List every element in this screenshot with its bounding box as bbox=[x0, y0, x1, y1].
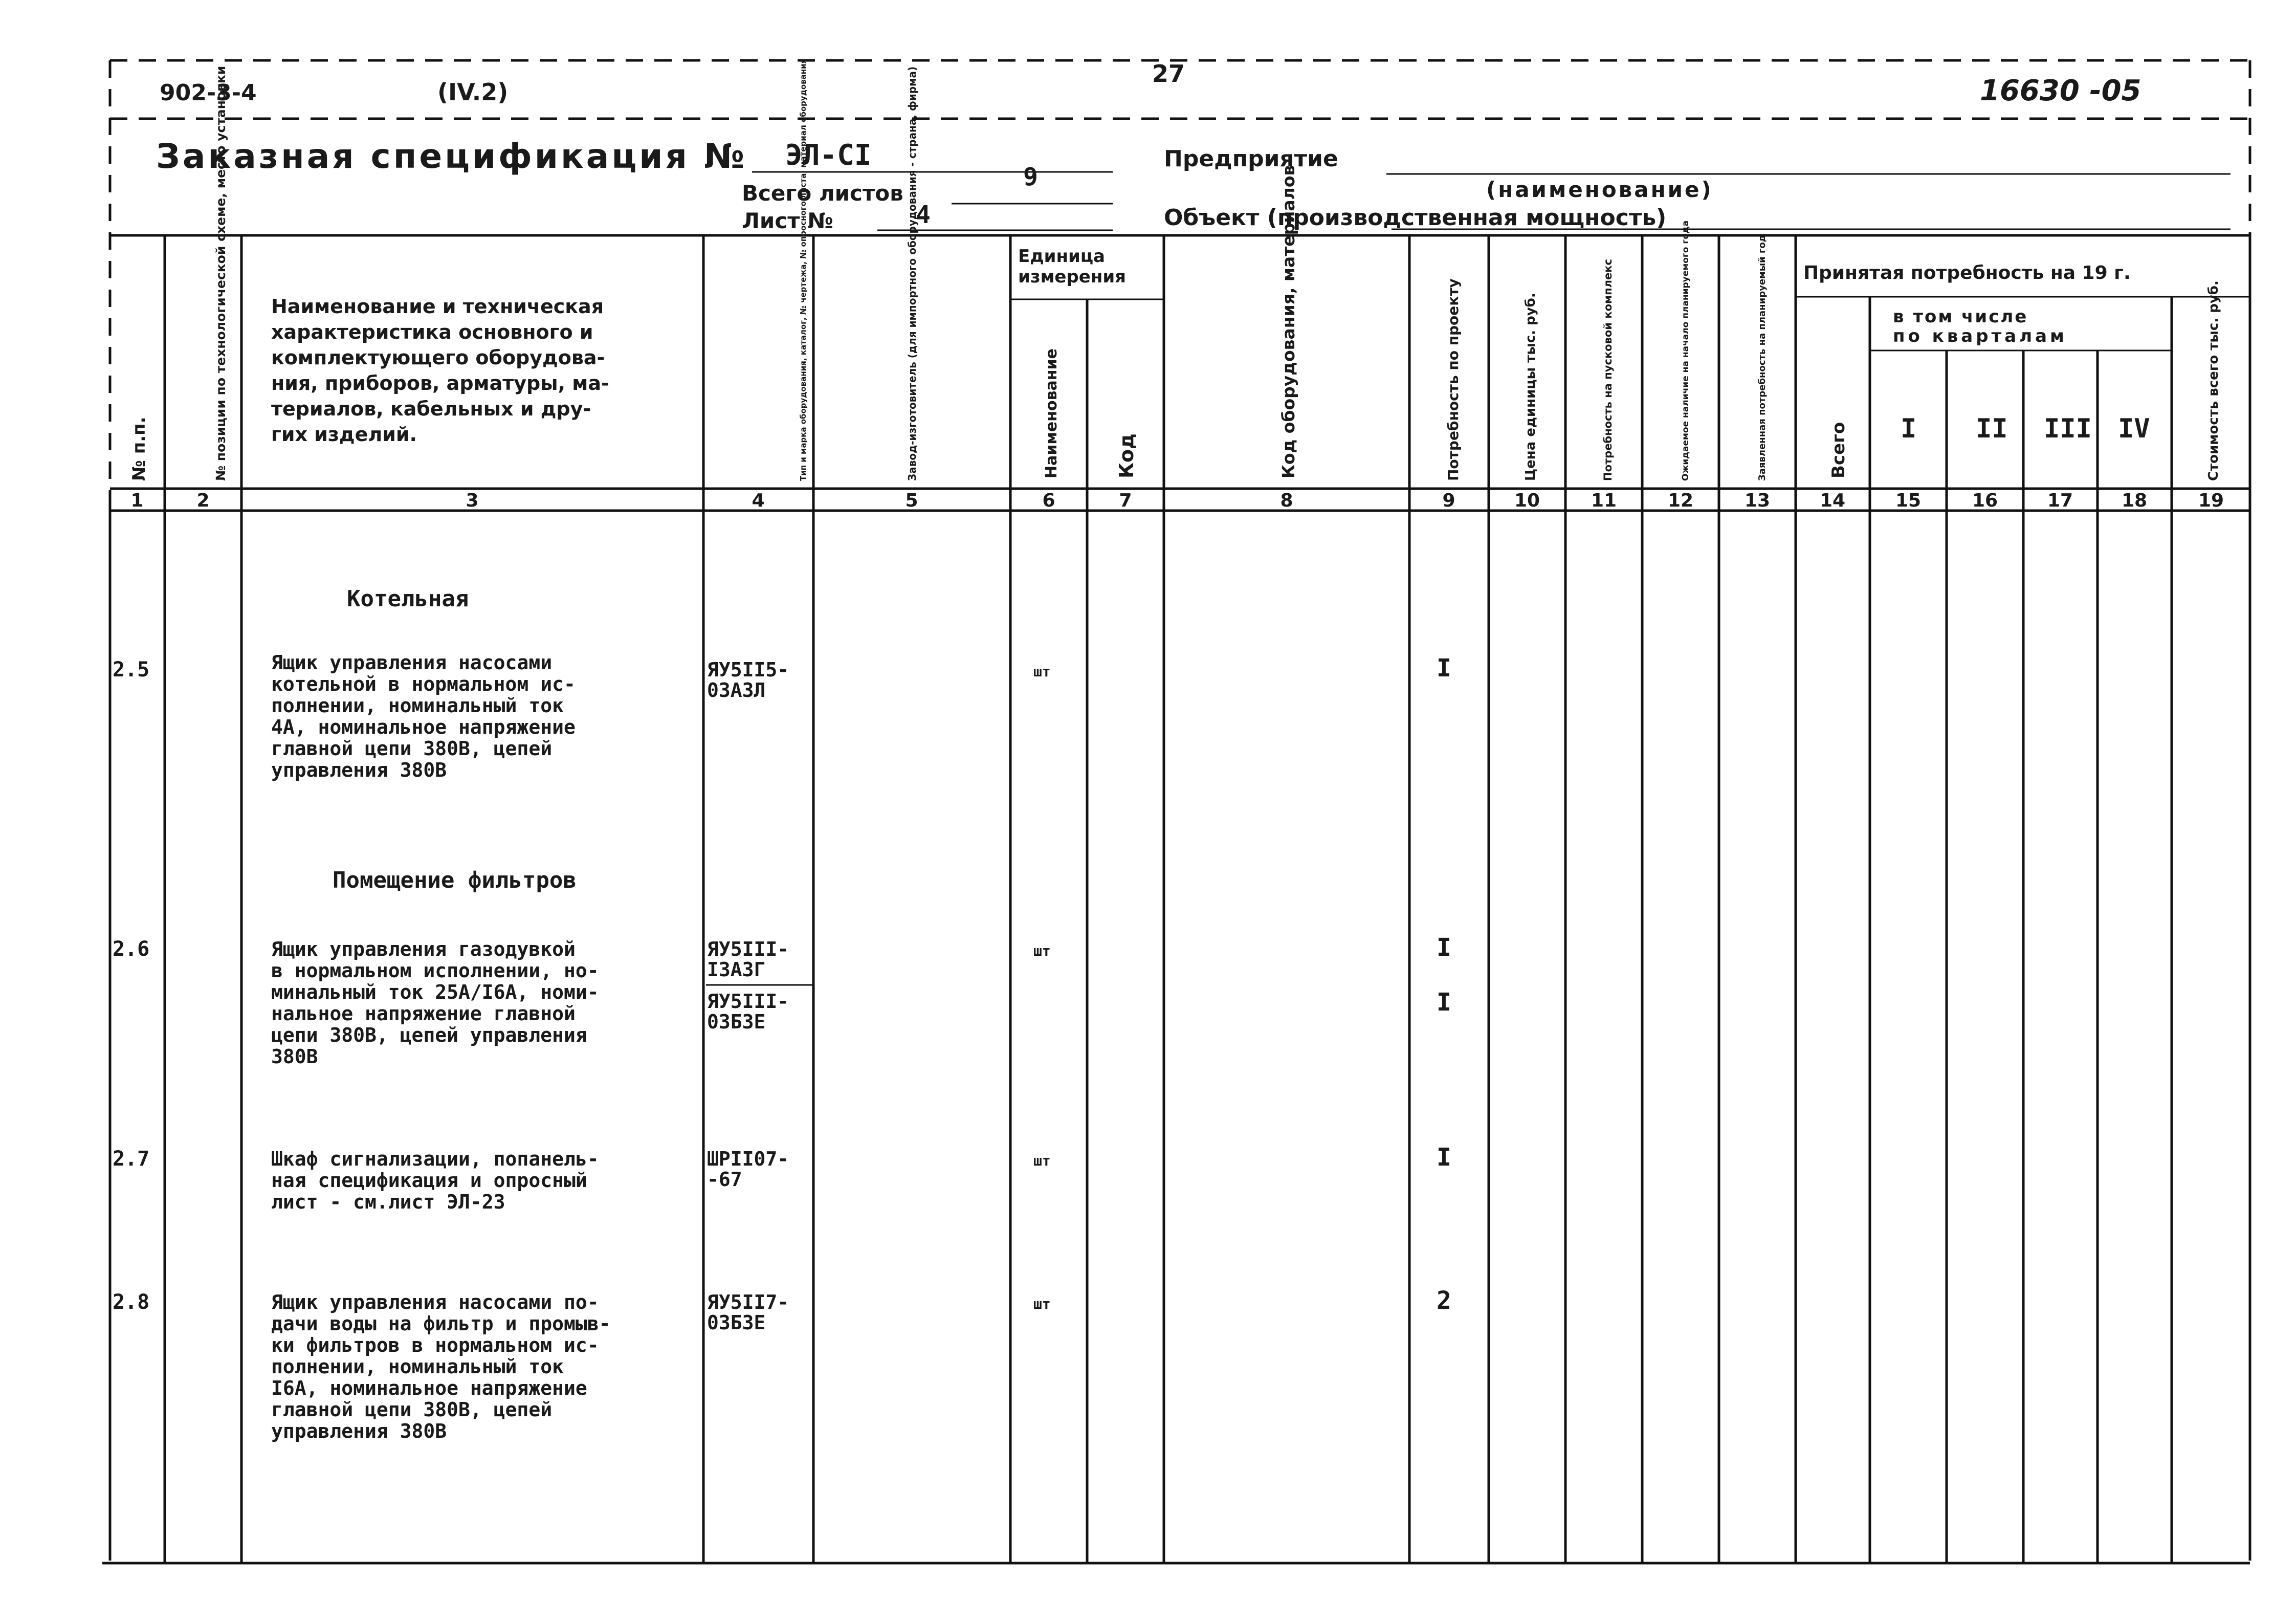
col-number: 5 bbox=[905, 490, 918, 511]
row-unit: шт bbox=[1033, 1296, 1051, 1312]
svg-text:териалов, кабельных и дру-: териалов, кабельных и дру- bbox=[271, 398, 591, 420]
table-body bbox=[113, 586, 1451, 1442]
row-type-line: 03Б3Е bbox=[707, 1011, 766, 1033]
object-label: Объект (производственная мощность) bbox=[1164, 205, 1667, 231]
col-number: 4 bbox=[752, 490, 765, 511]
header-col-14: Всего bbox=[1828, 422, 1849, 478]
svg-text:характеристика основного и: характеристика основного и bbox=[271, 321, 593, 343]
svg-text:по кварталам: по кварталам bbox=[1893, 326, 2067, 346]
row-description-line: минальный ток 25А/I6А, номи- bbox=[271, 981, 599, 1003]
header-col-3 bbox=[271, 295, 609, 446]
row-description-line: управления 380В bbox=[271, 759, 447, 781]
col-number: 19 bbox=[2198, 490, 2224, 511]
svg-text:измерения: измерения bbox=[1018, 267, 1126, 287]
row-description-line: ная спецификация и опросный bbox=[271, 1169, 587, 1192]
table-row bbox=[113, 1286, 1451, 1442]
row-quantity: I bbox=[1437, 933, 1451, 962]
row-description-line: 4А, номинальное напряжение bbox=[271, 716, 576, 738]
row-description-line: котельной в нормальном ис- bbox=[271, 673, 576, 695]
row-number: 2.8 bbox=[113, 1290, 150, 1314]
header-row bbox=[160, 60, 2142, 107]
row-description-line: I6А, номинальное напряжение bbox=[271, 1377, 587, 1399]
row-type-line: ЯУ5II7- bbox=[707, 1291, 789, 1313]
row-description-line: Ящик управления насосами bbox=[271, 651, 553, 674]
row-description-line: полнении, номинальный ток bbox=[271, 694, 564, 717]
header-col-11: Потребность на пусковой комплекс bbox=[1602, 259, 1614, 481]
section-title: Котельная bbox=[347, 586, 469, 612]
doc-code: 902-3-4 bbox=[160, 80, 257, 106]
sheet-value: 4 bbox=[916, 201, 931, 229]
header-col-16: II bbox=[1976, 413, 2008, 444]
row-description-line: Шкаф сигнализации, попанель- bbox=[271, 1148, 599, 1170]
row-type-line: ШРII07- bbox=[707, 1148, 789, 1170]
header-col-10: Цена единицы тыс. руб. bbox=[1523, 293, 1538, 481]
header-col-2: № позиции по технологической схеме, место установки bbox=[213, 65, 228, 481]
col-number: 11 bbox=[1591, 490, 1617, 511]
row-type-line: -67 bbox=[707, 1168, 742, 1191]
spec-number: ЭЛ-СI bbox=[785, 139, 872, 172]
column-headers bbox=[129, 59, 2221, 481]
row-description-line: ки фильтров в нормальном ис- bbox=[271, 1334, 599, 1356]
row-number: 2.7 bbox=[113, 1147, 150, 1171]
enterprise-label: Предприятие bbox=[1164, 146, 1338, 172]
row-quantity: I bbox=[1437, 654, 1451, 683]
header-col-12: Ожидаемое наличие на начало планируемого года bbox=[1681, 220, 1691, 481]
svg-text:комплектующего оборудова-: комплектующего оборудова- bbox=[271, 346, 605, 369]
header-col-17: III bbox=[2044, 413, 2092, 444]
col-number: 9 bbox=[1442, 490, 1455, 511]
col-number: 7 bbox=[1119, 490, 1132, 511]
col-number: 12 bbox=[1667, 490, 1694, 511]
row-description-line: дачи воды на фильтр и промыв- bbox=[271, 1312, 611, 1335]
row-type-line: 03А3Л bbox=[707, 679, 766, 701]
header-col-4: Тип и марка оборудования, каталог, № чертежа, № опросного листа, материал оборудования bbox=[799, 58, 808, 481]
header-col-6: Наименование bbox=[1043, 348, 1061, 478]
header-col-8: Код оборудования, материалов bbox=[1278, 165, 1298, 478]
table-row bbox=[113, 933, 1451, 1068]
svg-text:Единица: Единица bbox=[1018, 246, 1105, 267]
svg-text:гих изделий.: гих изделий. bbox=[271, 423, 417, 446]
col-number: 2 bbox=[196, 490, 210, 511]
header-unit-group bbox=[1018, 246, 1126, 287]
row-quantity: 2 bbox=[1437, 1286, 1451, 1315]
col-number: 15 bbox=[1895, 490, 1922, 511]
row-description-line: нальное напряжение главной bbox=[271, 1002, 576, 1025]
row-description-line: главной цепи 380В, цепей bbox=[271, 1398, 553, 1421]
total-sheets-label: Всего листов bbox=[742, 181, 903, 206]
row-description-line: Ящик управления насосами по- bbox=[271, 1291, 599, 1313]
svg-text:Наименование и техническая: Наименование и техническая bbox=[271, 295, 604, 318]
total-sheets-value: 9 bbox=[1023, 163, 1038, 191]
table-row bbox=[113, 651, 1451, 781]
header-col-19: Стоимость всего тыс. руб. bbox=[2206, 280, 2221, 481]
album-number: 16630 -05 bbox=[1980, 74, 2142, 107]
title-block bbox=[156, 137, 2231, 233]
header-col-1: № п.п. bbox=[129, 416, 149, 481]
section-title: Помещение фильтров bbox=[333, 867, 577, 893]
col-number: 13 bbox=[1744, 490, 1771, 511]
col-number: 8 bbox=[1280, 490, 1293, 511]
row-description-line: цепи 380В, цепей управления bbox=[271, 1024, 587, 1046]
header-col-9: Потребность по проекту bbox=[1445, 278, 1462, 481]
col-number: 16 bbox=[1972, 490, 1998, 511]
row-type-line: ЯУ5II5- bbox=[707, 659, 789, 681]
row-type-line: I3А3Г bbox=[707, 958, 766, 981]
header-col-18: IV bbox=[2118, 413, 2150, 444]
col-number: 6 bbox=[1042, 490, 1055, 511]
row-unit: шт bbox=[1033, 1152, 1051, 1169]
page-number: 27 bbox=[1152, 60, 1185, 87]
col-number: 3 bbox=[466, 490, 479, 511]
row-type-line: ЯУ5III- bbox=[707, 990, 789, 1013]
row-description-line: главной цепи 380В, цепей bbox=[271, 737, 553, 760]
col-number: 18 bbox=[2121, 490, 2148, 511]
row-description-line: Ящик управления газодувкой bbox=[271, 938, 576, 960]
row-unit: шт bbox=[1033, 942, 1051, 959]
naming-label: (наименование) bbox=[1486, 177, 1713, 202]
column-numbers-row bbox=[130, 490, 2224, 511]
row-description-line: лист - см.лист ЭЛ-23 bbox=[271, 1191, 505, 1213]
row-quantity: I bbox=[1437, 988, 1451, 1017]
col-number: 10 bbox=[1514, 490, 1540, 511]
table-row bbox=[113, 1143, 1451, 1213]
row-type-line: ЯУ5III- bbox=[707, 938, 789, 960]
row-description-line: в нормальном исполнении, но- bbox=[271, 959, 599, 982]
sheet-label: Лист № bbox=[742, 208, 833, 233]
header-col-7: Код bbox=[1115, 433, 1138, 478]
header-col-13: Заявленная потребность на планируемый год bbox=[1757, 234, 1768, 481]
header-accepted-group: Принятая потребность на 19 г. bbox=[1803, 262, 2131, 283]
header-quarters-group bbox=[1893, 306, 2067, 346]
row-type-line: 03Б3Е bbox=[707, 1311, 766, 1334]
col-number: 14 bbox=[1819, 490, 1846, 511]
spec-title: Заказная спецификация № bbox=[156, 137, 747, 176]
svg-text:ния, приборов, арматуры, ма-: ния, приборов, арматуры, ма- bbox=[271, 372, 609, 394]
row-description-line: управления 380В bbox=[271, 1420, 447, 1442]
row-quantity: I bbox=[1437, 1143, 1451, 1172]
volume-label: (IV.2) bbox=[437, 78, 509, 106]
col-number: 17 bbox=[2047, 490, 2073, 511]
row-number: 2.6 bbox=[113, 937, 150, 961]
row-number: 2.5 bbox=[113, 658, 150, 682]
row-unit: шт bbox=[1033, 663, 1051, 680]
row-description-line: 380В bbox=[271, 1045, 318, 1068]
header-col-15: I bbox=[1901, 413, 1917, 444]
row-description-line: полнении, номинальный ток bbox=[271, 1355, 564, 1378]
svg-text:в том числе: в том числе bbox=[1893, 306, 2028, 327]
header-col-5: Завод-изготовитель (для импортного оборудования - страна, фирма) bbox=[906, 66, 918, 481]
col-number: 1 bbox=[130, 490, 144, 511]
